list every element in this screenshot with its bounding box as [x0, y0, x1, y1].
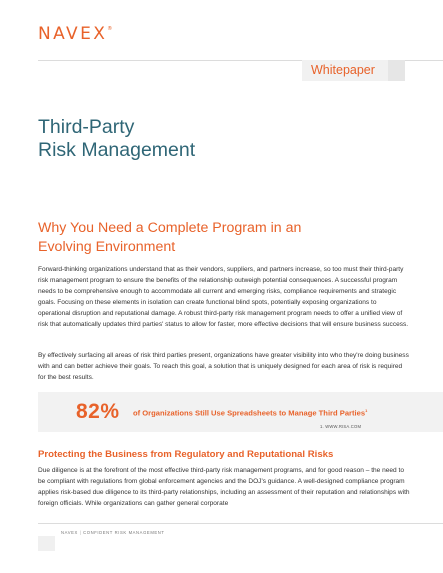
section1-paragraph-2: By effectively surfacing all areas of risk third parties present, organizations have greater visibility into who they're doing business with and can better achieve their goals. To reach this goal, a solution that is uniquely designed for each area of risk is required for the best results.	[38, 352, 409, 382]
footer	[61, 530, 165, 535]
section1-paragraph-1: Forward-thinking organizations understand that as their vendors, suppliers, and partners increase, so too must their third-party risk management program to ensure the benefits of the relationship outweigh potential consequences. A successful program needs to be comprehensive enough to accommodate all current and emerging risks, compliance requirements and strategic goals. Focusing on these elements in isolation can create functional blind spots, potentially exposing organizations to operational disruption and reputational damage. A robust third-party risk management program needs to offer a unified view of risk that automatically updates third parties' status to allow for faster, more effective decisions that will ensure business success.	[38, 266, 409, 329]
navex-logo	[38, 24, 112, 44]
footer-separator: |	[79, 530, 82, 535]
footer-label: CONFIDENT RISK MANAGEMENT	[83, 530, 165, 535]
logo-text: NAVEX	[38, 24, 108, 44]
section1-heading-line-2: Evolving Environment	[38, 239, 176, 255]
stat-number: 82%	[76, 400, 120, 423]
footer-page-box	[38, 536, 55, 551]
stat-text	[133, 408, 367, 418]
document-title	[38, 116, 195, 162]
doc-type-label: Whitepaper	[311, 63, 375, 77]
footer-divider	[38, 523, 443, 524]
footer-brand: NAVEX	[61, 530, 78, 535]
stat-source: 1. WWW.RISA.COM	[320, 424, 362, 429]
stat-footnote-marker: 1	[365, 408, 368, 413]
section2-heading: Protecting the Business from Regulatory and Reputational Risks	[38, 449, 334, 460]
title-line-1: Third-Party	[38, 116, 135, 138]
section1-heading-line-1: Why You Need a Complete Program in an	[38, 220, 302, 236]
section1-heading	[38, 219, 408, 257]
doc-type-tab-accent	[388, 60, 405, 81]
stat-text-body: of Organizations Still Use Spreadsheets to Manage Third Parties	[133, 408, 366, 418]
logo-registered-mark: ®	[107, 26, 113, 32]
title-line-2: Risk Management	[38, 139, 196, 161]
section2-paragraph: Due diligence is at the forefront of the most effective third-party risk management programs, and for good reason – the need to be compliant with regulations from global enforcement agencies and the DOJ's guidance. A well-designed compliance program applies risk-based due diligence to its third-party relationships, including an assessment of their reputation and relationships with foreign officials. While organizations can gather general corporate	[38, 467, 410, 508]
